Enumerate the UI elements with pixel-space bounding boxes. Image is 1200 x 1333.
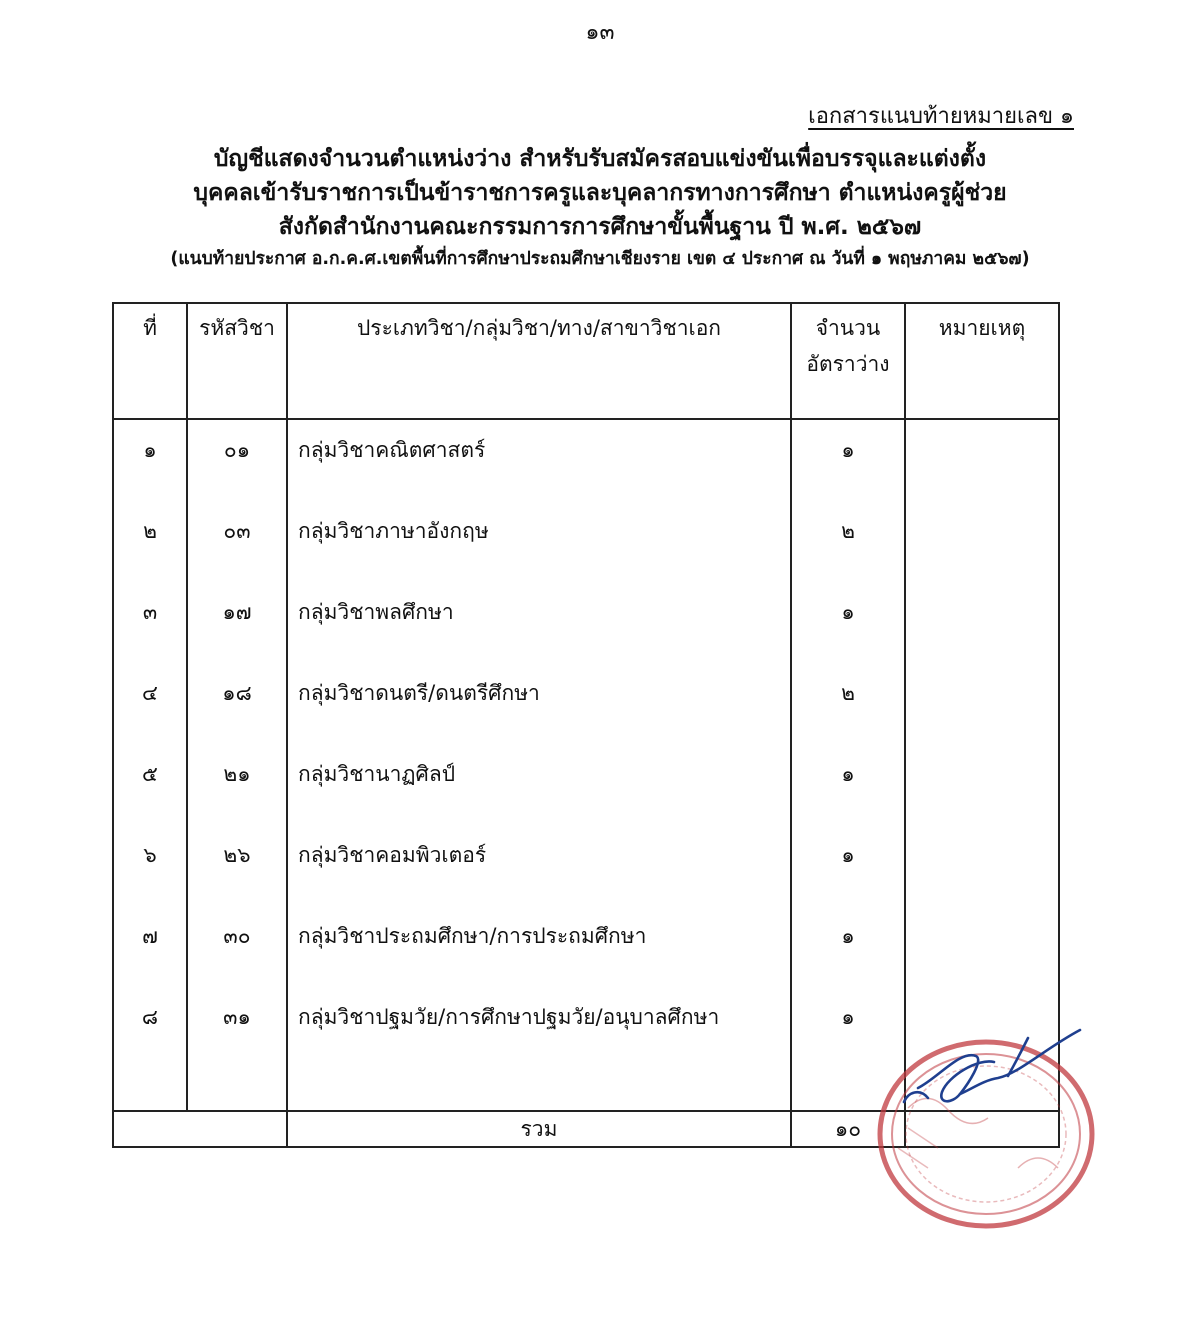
header-remark: หมายเหตุ [905, 303, 1059, 419]
row-count: ๑ [791, 750, 905, 831]
row-subject: กลุ่มวิชาคณิตศาสตร์ [287, 419, 791, 507]
table-row [113, 419, 1059, 507]
header-count [791, 303, 905, 419]
row-count: ๑ [791, 912, 905, 993]
page-number: ๑๓ [585, 20, 615, 45]
header-code: รหัสวิชา [187, 303, 287, 419]
row-no: ๖ [113, 831, 187, 912]
row-count: ๑ [791, 588, 905, 669]
row-subject: กลุ่มวิชาปฐมวัย/การศึกษาปฐมวัย/อนุบาลศึกษา [287, 993, 791, 1074]
row-code: ๑๗ [187, 588, 287, 669]
row-no: ๗ [113, 912, 187, 993]
table-header-row [113, 303, 1059, 419]
row-remark [905, 912, 1059, 993]
table-row [113, 750, 1059, 831]
row-count: ๑ [791, 419, 905, 507]
row-count: ๒ [791, 669, 905, 750]
row-code: ๓๑ [187, 993, 287, 1074]
row-no: ๑ [113, 419, 187, 507]
official-seal-icon [868, 1018, 1112, 1232]
row-code: ๓๐ [187, 912, 287, 993]
row-remark [905, 507, 1059, 588]
table-row [113, 669, 1059, 750]
row-no: ๔ [113, 669, 187, 750]
row-count: ๑ [791, 993, 905, 1074]
document-title [120, 142, 1080, 274]
row-subject: กลุ่มวิชาดนตรี/ดนตรีศึกษา [287, 669, 791, 750]
attachment-label: เอกสารแนบท้ายหมายเลข ๑ [808, 104, 1074, 129]
row-code: ๐๑ [187, 419, 287, 507]
row-code: ๒๑ [187, 750, 287, 831]
total-label: รวม [287, 1111, 791, 1147]
total-blank-cell [113, 1111, 287, 1147]
row-subject: กลุ่มวิชาพลศึกษา [287, 588, 791, 669]
table-row [113, 588, 1059, 669]
row-subject: กลุ่มวิชานาฏศิลป์ [287, 750, 791, 831]
total-value: ๑๐ [791, 1111, 905, 1147]
row-no: ๒ [113, 507, 187, 588]
title-line-1: บัญชีแสดงจำนวนตำแหน่งว่าง สำหรับรับสมัครสอบแข่งขันเพื่อบรรจุและแต่งตั้ง [213, 146, 987, 172]
row-count: ๒ [791, 507, 905, 588]
row-count: ๑ [791, 831, 905, 912]
header-count-line-1: จำนวน [815, 316, 881, 340]
row-subject: กลุ่มวิชาประถมศึกษา/การประถมศึกษา [287, 912, 791, 993]
table-row [113, 912, 1059, 993]
header-subject: ประเภทวิชา/กลุ่มวิชา/ทาง/สาขาวิชาเอก [287, 303, 791, 419]
row-remark [905, 669, 1059, 750]
row-subject: กลุ่มวิชาภาษาอังกฤษ [287, 507, 791, 588]
row-remark [905, 831, 1059, 912]
row-no: ๓ [113, 588, 187, 669]
row-code: ๒๖ [187, 831, 287, 912]
title-line-2: บุคคลเข้ารับราชการเป็นข้าราชการครูและบุคลากรทางการศึกษา ตำแหน่งครูผู้ช่วย [193, 180, 1007, 206]
title-line-3: สังกัดสำนักงานคณะกรรมการการศึกษาขั้นพื้นฐาน ปี พ.ศ. ๒๕๖๗ [278, 214, 922, 240]
row-remark [905, 419, 1059, 507]
title-subtitle: (แนบท้ายประกาศ อ.ก.ค.ศ.เขตพื้นที่การศึกษาประถมศึกษาเชียงราย เขต ๔ ประกาศ ณ วันที่ ๑ พฤษภาคม ๒๕๖๗) [170, 249, 1030, 269]
header-no: ที่ [113, 303, 187, 419]
row-subject: กลุ่มวิชาคอมพิวเตอร์ [287, 831, 791, 912]
row-no: ๘ [113, 993, 187, 1074]
row-code: ๐๓ [187, 507, 287, 588]
row-remark [905, 750, 1059, 831]
header-count-line-2: อัตราว่าง [806, 352, 890, 376]
table-row [113, 831, 1059, 912]
row-no: ๕ [113, 750, 187, 831]
row-remark [905, 588, 1059, 669]
row-code: ๑๘ [187, 669, 287, 750]
table-row [113, 507, 1059, 588]
